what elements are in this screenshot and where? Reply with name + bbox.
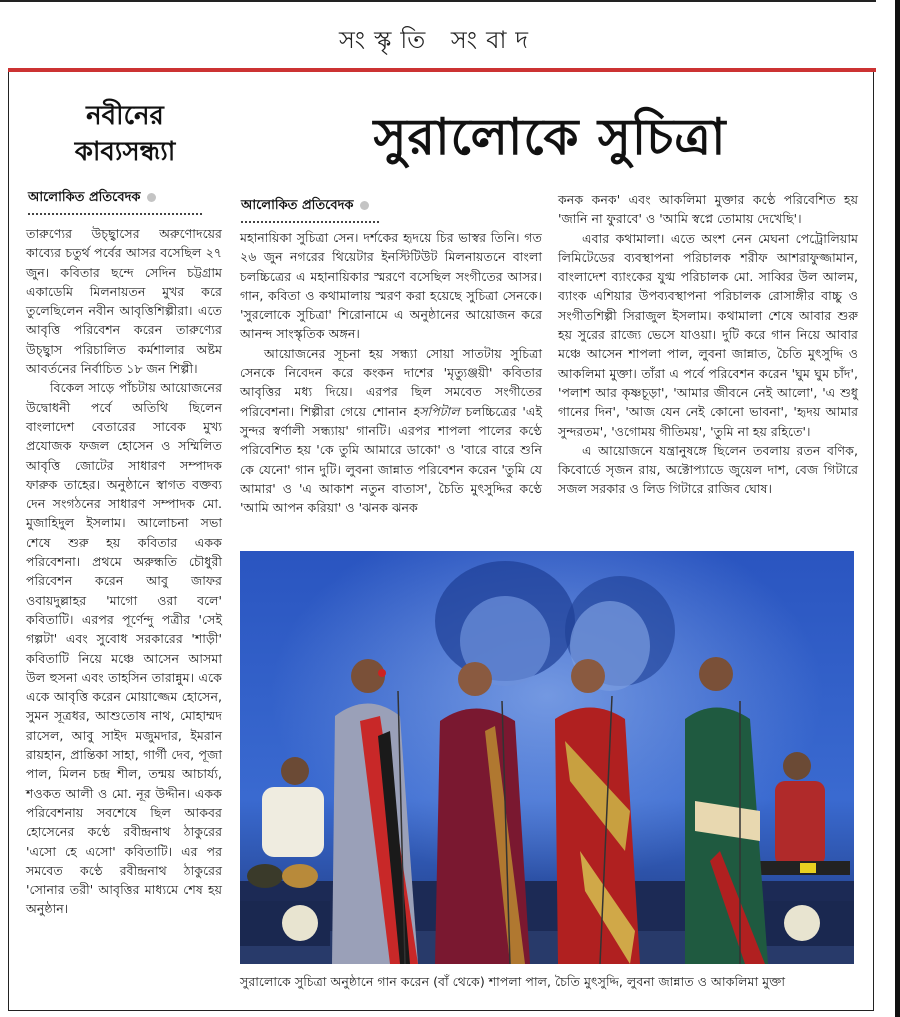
paragraph: তারুণ্যের উচ্ছ্বাসের অরুণোদয়ের কাব্যের চতুর্থ পর্বের আসর বসেছিল ২৭ জুন। কবিতার ছন্দে সেদিন চট্টগ্রাম একাডেমি মিলনায়তন মুখর করে তুলেছিলেন নবীন আবৃত্তিশিল্পীরা। এতে আবৃত্তি পরিবেশন করেন তারুণ্যের উচ্ছ্বাস পরিচালিত কর্মশালার অষ্টম আবর্তনের নির্বাচিত ১৮ জন শিল্পী। [26,226,222,377]
paragraph: মহানায়িকা সুচিত্রা সেন। দর্শকের হৃদয়ে চির ভাস্বর তিনি। গত ২৬ জুন নগরের থিয়েটার ইনস্টিটিউট মিলনায়তনে বাংলা চলচ্চিত্রের এ মহানায়িকার স্মরণে বসেছিল সংগীতের আসর। গান, কবিতা ও কথামালায় স্মরণ করা হয়েছে সুচিত্রা সেনকে। 'সুরলোকে সুচিত্রা' শিরোনামে এ অনুষ্ঠানের আয়োজন করে আনন্দ সাংস্কৃতিক অঙ্গন। [240,230,542,342]
accent-rule [8,68,876,72]
bullet-icon [360,201,369,210]
paragraph: এবার কথামালা। এতে অংশ নেন মেঘনা পেট্রোলিয়াম লিমিটেডের ব্যবস্থাপনা পরিচালক শরীফ আশরাফুজ্জামান, বাংলাদেশ ব্যাংকের যুগ্ম পরিচালক মো. সাব্বির উল আলম, ব্যাংক এশিয়ার উপব্যবস্থাপনা পরিচালক রোসাঙ্গীর বাচ্চু ও সংগীতশিল্পী সিরাজুল ইসলাম। কথামালা শেষে আবার শুরু হয় সুরের রাজ্যে ভেসে যাওয়া। দুটি করে গান নিয়ে আবার মঞ্চে আসেন শাপলা পাল, লুবনা জান্নাত, চৈতি মুৎসুদ্দি ও আকলিমা মুক্তা। তাঁরা এ পর্বে পরিবেশন করেন 'ঘুম ঘুম চাঁদ', 'পলাশ আর কৃষ্ণচূড়া', 'আমার জীবনে নেই আলো', 'এ শুধু গানের দিন', 'আজ যেন নেই কোনো ভাবনা', 'হৃদয় আমার সুন্দরতম', 'ওগোময় গীতিময়', 'তুমি না হয় রহিতে'। [558,230,858,439]
top-rule [0,0,876,2]
paragraph: কনক কনক' এবং আকলিমা মুক্তার কণ্ঠে পরিবেশিত হয় 'জানি না ফুরাবে' ও 'আমি স্বপ্নে তোমায় দেখেছি'। [558,192,858,227]
concert-photo [240,551,854,964]
main-byline-text: আলোকিত প্রতিবেদক [241,198,354,213]
paragraph-text: চলচ্চিত্রের 'এই সুন্দর স্বর্ণালী সন্ধ্যায়' গানটি। এরপর শাপলা পালের কণ্ঠে পরিবেশিত হয় 'কে তুমি আমারে ডাকো' ও 'বারে বারে শুনি কে যেনো' গান দুটি। লুবনা জান্নাত পরিবেশন করেন 'তুমি যে আমার' ও 'এ আকাশ নতুন বাতাস', চৈতি মুৎসুদ্দির কণ্ঠে 'আমি আপন করিয়া' ও 'ঝনক ঝনক [240,403,542,516]
section-title: সংস্কৃতি সংবাদ [338,26,538,54]
main-article-column-1 [240,228,542,517]
paragraph-text: আয়োজনের সূচনা হয় সন্ধ্যা সোয়া সাতটায় সুচিত্রা সেনকে নিবেদন করে কংকন দাশের 'মৃত্যুঞ্জয়ী' কবিতার আবৃত্তির মধ্য দিয়ে। এরপর ছিল সমবেত সংগীতের পরিবেশনা। শিল্পীরা গেয়ে শোনান [240,345,542,419]
bullet-icon [147,193,156,202]
side-byline [28,188,202,215]
main-byline [241,196,379,223]
side-byline-text: আলোকিত প্রতিবেদক [28,190,141,205]
side-headline-line2: কাব্যসন্ধ্যা [74,137,176,167]
paragraph: বিকেল সাড়ে পাঁচটায় আয়োজনের উদ্বোধনী পর্বে অতিথি ছিলেন বাংলাদেশ বেতারের সাবেক মুখ্য প্রযোজক ফজল হোসেন ও সম্মিলিত আবৃত্তি জোটের সাধারণ সম্পাদক ফারুক তাহের। অনুষ্ঠানে স্বাগত বক্তব্য দেন সংগঠনের সাধারণ সম্পাদক মো. মুজাহিদুল ইসলাম। আলোচনা সভা শেষে শুরু হয় কবিতার একক পরিবেশনা। প্রথমে অরুন্ধতি চৌধুরী পরিবেশন করেন আবু জাফর ওবায়দুল্লাহর 'মাগো ওরা বলে' কবিতাটি। এরপর পূর্ণেন্দু পত্রীর 'সেই গল্পটা' এবং সুবোধ সরকারের 'শাড়ী' কবিতাটি নিয়ে মঞ্চে আসেন আসমা উল হুসনা এবং তাহসিন তারান্নুম। একে একে আবৃত্তি করেন মোয়াজ্জেম হোসেন, সুমন সূত্রধর, আশুতোষ নাথ, মোহাম্মদ রাসেল, আবু সাইদ মজুমদার, ইমরান রায়হান, প্রান্তিকা সাহা, গার্গী দেব, পূজা পাল, মিলন চন্দ্র শীল, তন্ময় আচার্য্য, শওকত আলী ও মো. নূর উদ্দীন। একক পরিবেশনায় সবশেষে ছিল আকবর হোসেনের কণ্ঠে রবীন্দ্রনাথ ঠাকুরের 'এসো হে এসো' কবিতাটি। এর পর সমবেত কণ্ঠে রবীন্দ্রনাথ ঠাকুরের 'সোনার তরী' আবৃত্তির মাধ্যমে শেষ হয় অনুষ্ঠান। [26,380,222,917]
side-article-headline [30,98,220,170]
main-article-column-2 [558,190,858,499]
photo-caption: সুরালোকে সুচিত্রা অনুষ্ঠানে গান করেন (বাঁ থেকে) শাপলা পাল, চৈতি মুৎসুদ্দি, লুবনা জান্নাত ও আকলিমা মুক্তা [240,974,785,989]
stage-photo-illustration [240,551,854,964]
paragraph: এ আয়োজনে যন্ত্রানুষঙ্গে ছিলেন তবলায় রতন বণিক, কিবোর্ডে সৃজন রায়, অক্টোপ্যাডে জুয়েল দাশ, বেজ গিটারে সজল সরকার ও লিড গিটারে রাজিব ঘোষ। [558,442,858,497]
side-headline-line1: নবীনের [86,101,164,131]
side-article-body [26,224,222,919]
page-edge [895,0,900,1017]
main-headline: সুরালোকে সুচিত্রা [373,108,727,166]
paragraph [240,344,542,518]
film-title: হসপিটাল [412,403,460,419]
